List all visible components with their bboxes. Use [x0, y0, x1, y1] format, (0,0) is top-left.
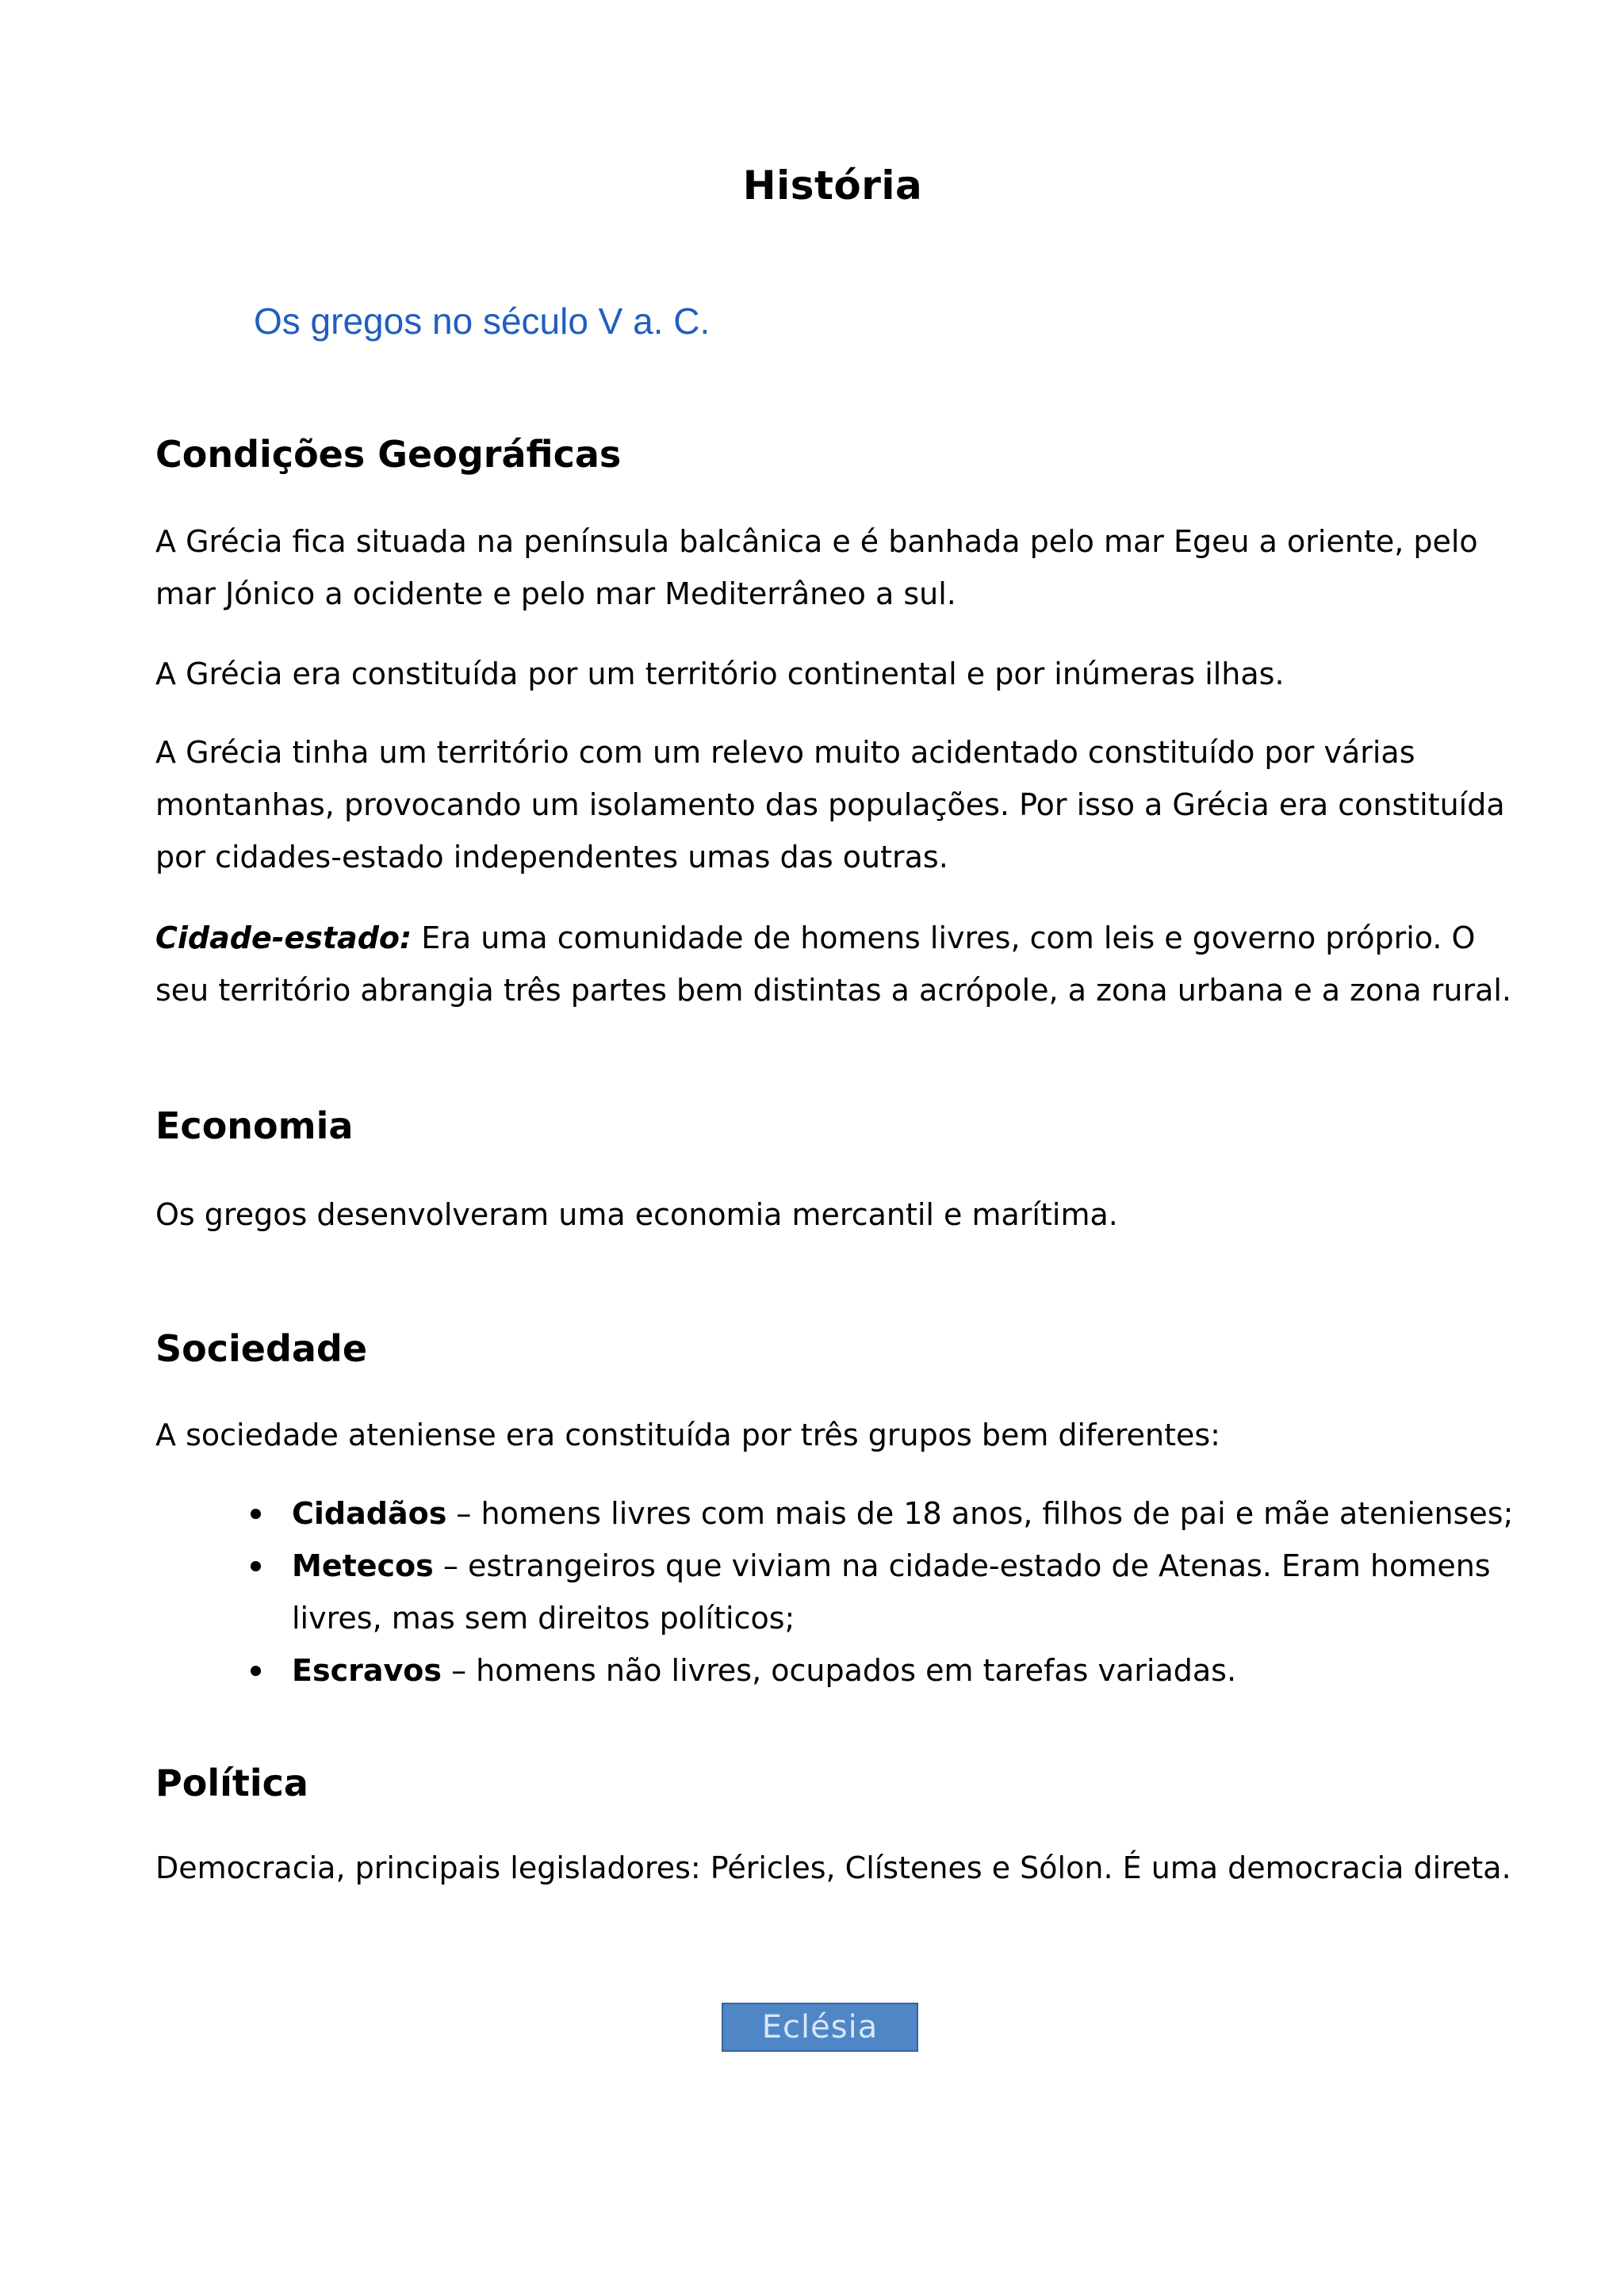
- list-item-text: – homens não livres, ocupados em tarefas variadas.: [441, 1653, 1237, 1688]
- geografia-paragraph-4-block: [155, 912, 1519, 1016]
- sociedade-paragraph-block: [155, 1409, 1519, 1461]
- bullet-icon: [251, 1561, 261, 1571]
- page-title: História: [742, 163, 923, 209]
- section-economia: [155, 1104, 1519, 1147]
- section-geografia: [155, 433, 1519, 476]
- section-politica: [155, 1762, 1519, 1804]
- geografia-paragraph-3-block: [155, 726, 1519, 883]
- politica-paragraph-1: Democracia, principais legisladores: Péricles, Clístenes e Sólon. É uma democracia direta.: [155, 1850, 1511, 1885]
- list-item-metecos: [246, 1540, 1515, 1644]
- politica-paragraph-block: [155, 1842, 1519, 1894]
- economia-paragraph-1: Os gregos desenvolveram uma economia mercantil e marítima.: [155, 1197, 1118, 1232]
- list-item-text: – homens livres com mais de 18 anos, filhos de pai e mãe atenienses;: [446, 1496, 1514, 1531]
- section-heading-geografia: Condições Geográficas: [155, 433, 622, 476]
- bullet-icon: [251, 1509, 261, 1519]
- geografia-paragraph-1: A Grécia fica situada na península balcânica e é banhada pelo mar Egeu a oriente, pelo mar Jónico a ocidente e pelo mar Mediterrâneo a sul.: [155, 524, 1478, 611]
- section-heading-economia: Economia: [155, 1104, 354, 1147]
- bullet-icon: [251, 1666, 261, 1676]
- list-item-cidadaos: [246, 1487, 1515, 1540]
- section-heading-sociedade: Sociedade: [155, 1327, 368, 1370]
- cidade-estado-definition: Era uma comunidade de homens livres, com leis e governo próprio. O seu território abrangia três partes bem distintas a acrópole, a zona urbana e a zona rural.: [155, 920, 1511, 1008]
- sociedade-paragraph-1: A sociedade ateniense era constituída por três grupos bem diferentes:: [155, 1418, 1220, 1452]
- geografia-paragraph-4: [155, 912, 1519, 1016]
- economia-paragraph-block: [155, 1188, 1519, 1241]
- geografia-paragraph-2: A Grécia era constituída por um território continental e por inúmeras ilhas.: [155, 656, 1285, 691]
- section-heading-politica: Política: [155, 1762, 308, 1804]
- list-item-term: Cidadãos: [292, 1496, 447, 1531]
- list-item-text: – estrangeiros que viviam na cidade-estado de Atenas. Eram homens livres, mas sem direitos políticos;: [292, 1548, 1491, 1636]
- page-subtitle: Os gregos no século V a. C.: [254, 300, 710, 342]
- geografia-paragraph-1-block: [155, 515, 1519, 620]
- sociedade-groups-list: [246, 1487, 1515, 1697]
- geografia-paragraph-3: A Grécia tinha um território com um relevo muito acidentado constituído por várias montanhas, provocando um isolamento das populações. Por isso a Grécia era constituída por cidades-estado independentes umas das outras.: [155, 735, 1505, 874]
- list-item-term: Metecos: [292, 1548, 434, 1583]
- geografia-paragraph-2-block: [155, 648, 1519, 700]
- list-item-term: Escravos: [292, 1653, 442, 1688]
- list-item-escravos: [246, 1644, 1515, 1697]
- eclesia-badge: Eclésia: [722, 2003, 918, 2052]
- cidade-estado-term: Cidade-estado:: [155, 920, 412, 955]
- section-sociedade: [155, 1327, 1519, 1370]
